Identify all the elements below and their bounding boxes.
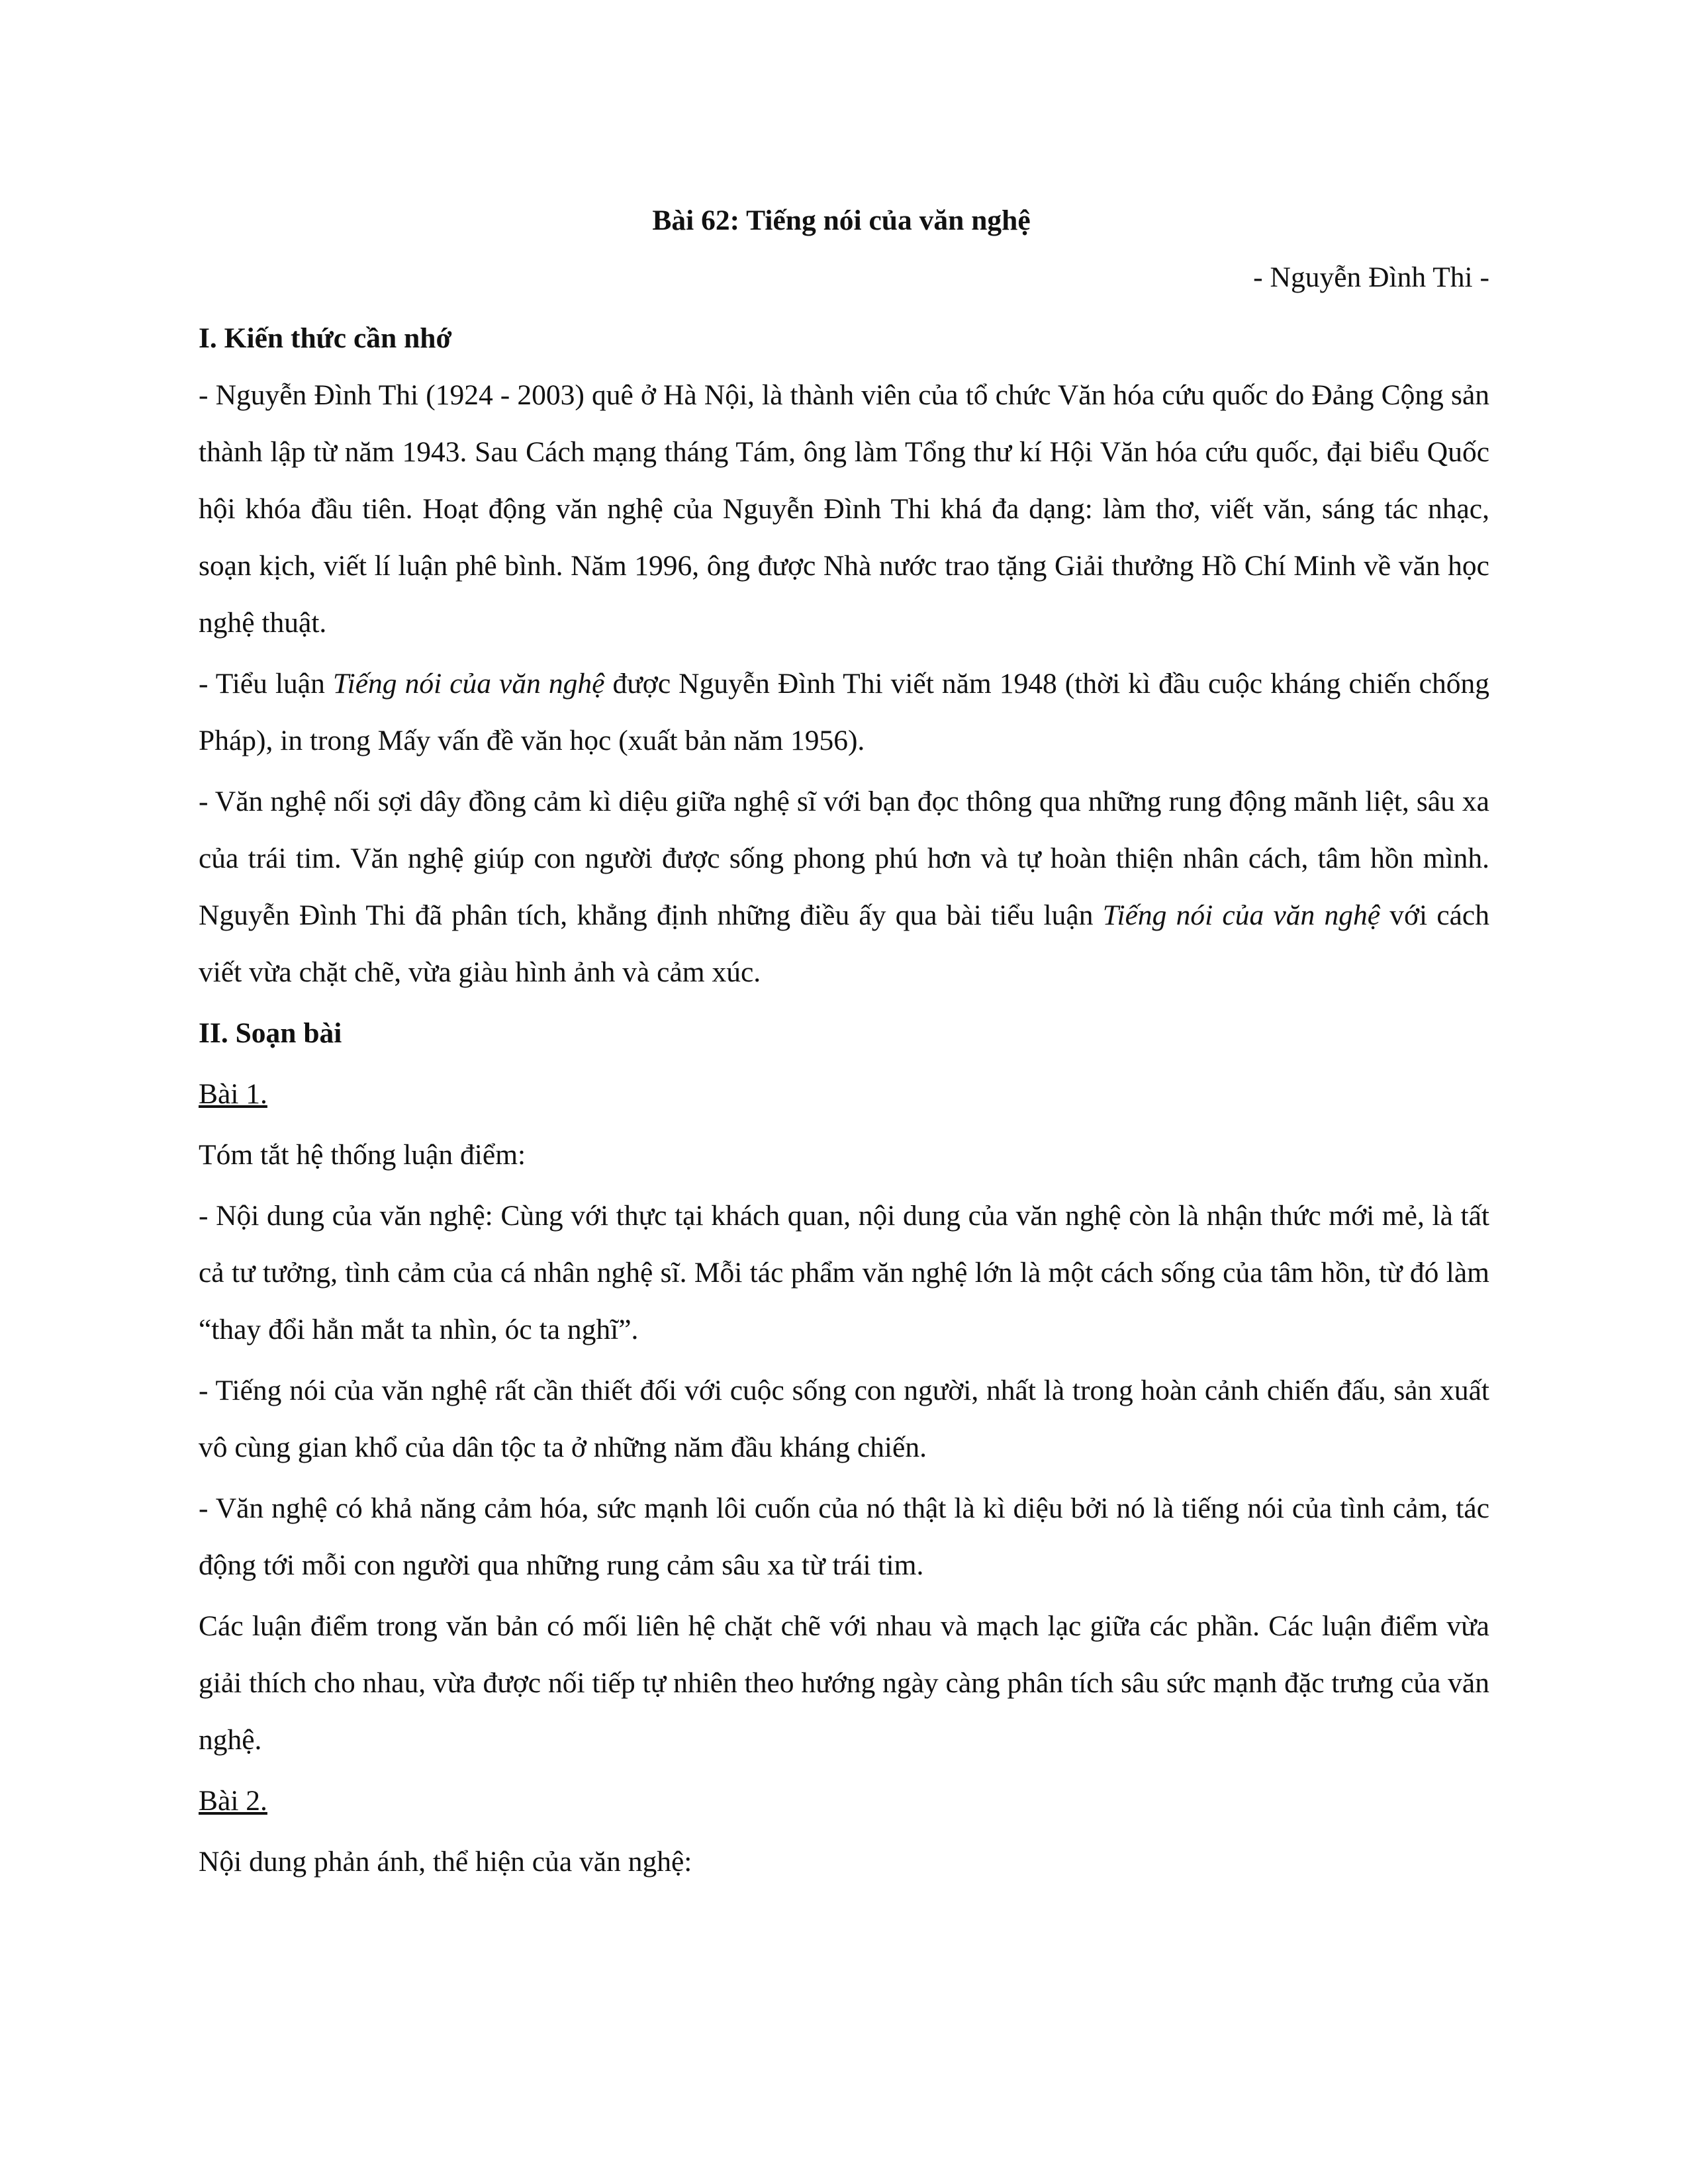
text-span: - Văn nghệ nối sợi dây đồng cảm kì diệu giữa nghệ sĩ với bạn đọc thông qua những rung động mãnh liệt, sâu xa của trái tim. Văn nghệ giúp con người được sống phong phú hơn và tự hoàn thiện nhân cách, tâm hồn mình. Nguyễn Đình Thi đã phân tích, khẳng định những điều ấy qua bài tiểu luận [199, 786, 1489, 931]
text-span: được Nguyễn Đình Thi viết năm 1948 (thời kì đầu cuộc kháng chiến chống Pháp), in trong Mấy vấn đề văn học (xuất bản năm 1956). [199, 668, 1489, 756]
document-body [199, 192, 1489, 1890]
exercise-2-intro: Nội dung phản ánh, thể hiện của văn nghệ: [199, 1846, 692, 1878]
text-span: với cách viết vừa chặt chẽ, vừa giàu hình ảnh và cảm xúc. [199, 899, 1489, 988]
section-heading-2: II. Soạn bài [199, 1017, 342, 1049]
italic-title: Tiếng nói của văn nghệ [332, 668, 605, 700]
paragraph-author-bio: - Nguyễn Đình Thi (1924 - 2003) quê ở Hà Nội, là thành viên của tổ chức Văn hóa cứu quốc do Đảng Cộng sản thành lập từ năm 1943. Sau Cách mạng tháng Tám, ông làm Tổng thư kí Hội Văn hóa cứu quốc, đại biểu Quốc hội khóa đầu tiên. Hoạt động văn nghệ của Nguyễn Đình Thi khá đa dạng: làm thơ, viết văn, sáng tác nhạc, soạn kịch, viết lí luận phê bình. Năm 1996, ông được Nhà nước trao tặng Giải thưởng Hồ Chí Minh về văn học nghệ thuật. [199, 379, 1489, 639]
exercise-1-intro: Tóm tắt hệ thống luận điểm: [199, 1139, 526, 1171]
section-heading-1: I. Kiến thức cần nhớ [199, 322, 452, 354]
exercise-1-conclusion: Các luận điểm trong văn bản có mối liên hệ chặt chẽ với nhau và mạch lạc giữa các phần. Các luận điểm vừa giải thích cho nhau, vừa được nối tiếp tự nhiên theo hướng ngày càng phân tích sâu sức mạnh đặc trưng của văn nghệ. [199, 1610, 1489, 1756]
text-span: - Tiểu luận [199, 668, 333, 700]
exercise-label-2: Bài 2. [199, 1785, 267, 1817]
paragraph-essay-info [199, 655, 1489, 769]
author-line: - Nguyễn Đình Thi - [1253, 261, 1489, 293]
exercise-1-point-3: - Văn nghệ có khả năng cảm hóa, sức mạnh lôi cuốn của nó thật là kì diệu bởi nó là tiếng nói của tình cảm, tác động tới mỗi con người qua những rung cảm sâu xa từ trái tim. [199, 1492, 1489, 1581]
exercise-label-1: Bài 1. [199, 1078, 267, 1110]
italic-title: Tiếng nói của văn nghệ [1102, 899, 1381, 931]
exercise-1-point-2: - Tiếng nói của văn nghệ rất cần thiết đối với cuộc sống con người, nhất là trong hoàn cảnh chiến đấu, sản xuất vô cùng gian khổ của dân tộc ta ở những năm đầu kháng chiến. [199, 1375, 1489, 1463]
document-title: Bài 62: Tiếng nói của văn nghệ [652, 205, 1031, 236]
paragraph-essay-summary [199, 773, 1489, 1001]
exercise-1-point-1: - Nội dung của văn nghệ: Cùng với thực tại khách quan, nội dung của văn nghệ còn là nhận thức mới mẻ, là tất cả tư tưởng, tình cảm của cá nhân nghệ sĩ. Mỗi tác phẩm văn nghệ lớn là một cách sống của tâm hồn, từ đó làm “thay đổi hẳn mắt ta nhìn, óc ta nghĩ”. [199, 1200, 1489, 1345]
